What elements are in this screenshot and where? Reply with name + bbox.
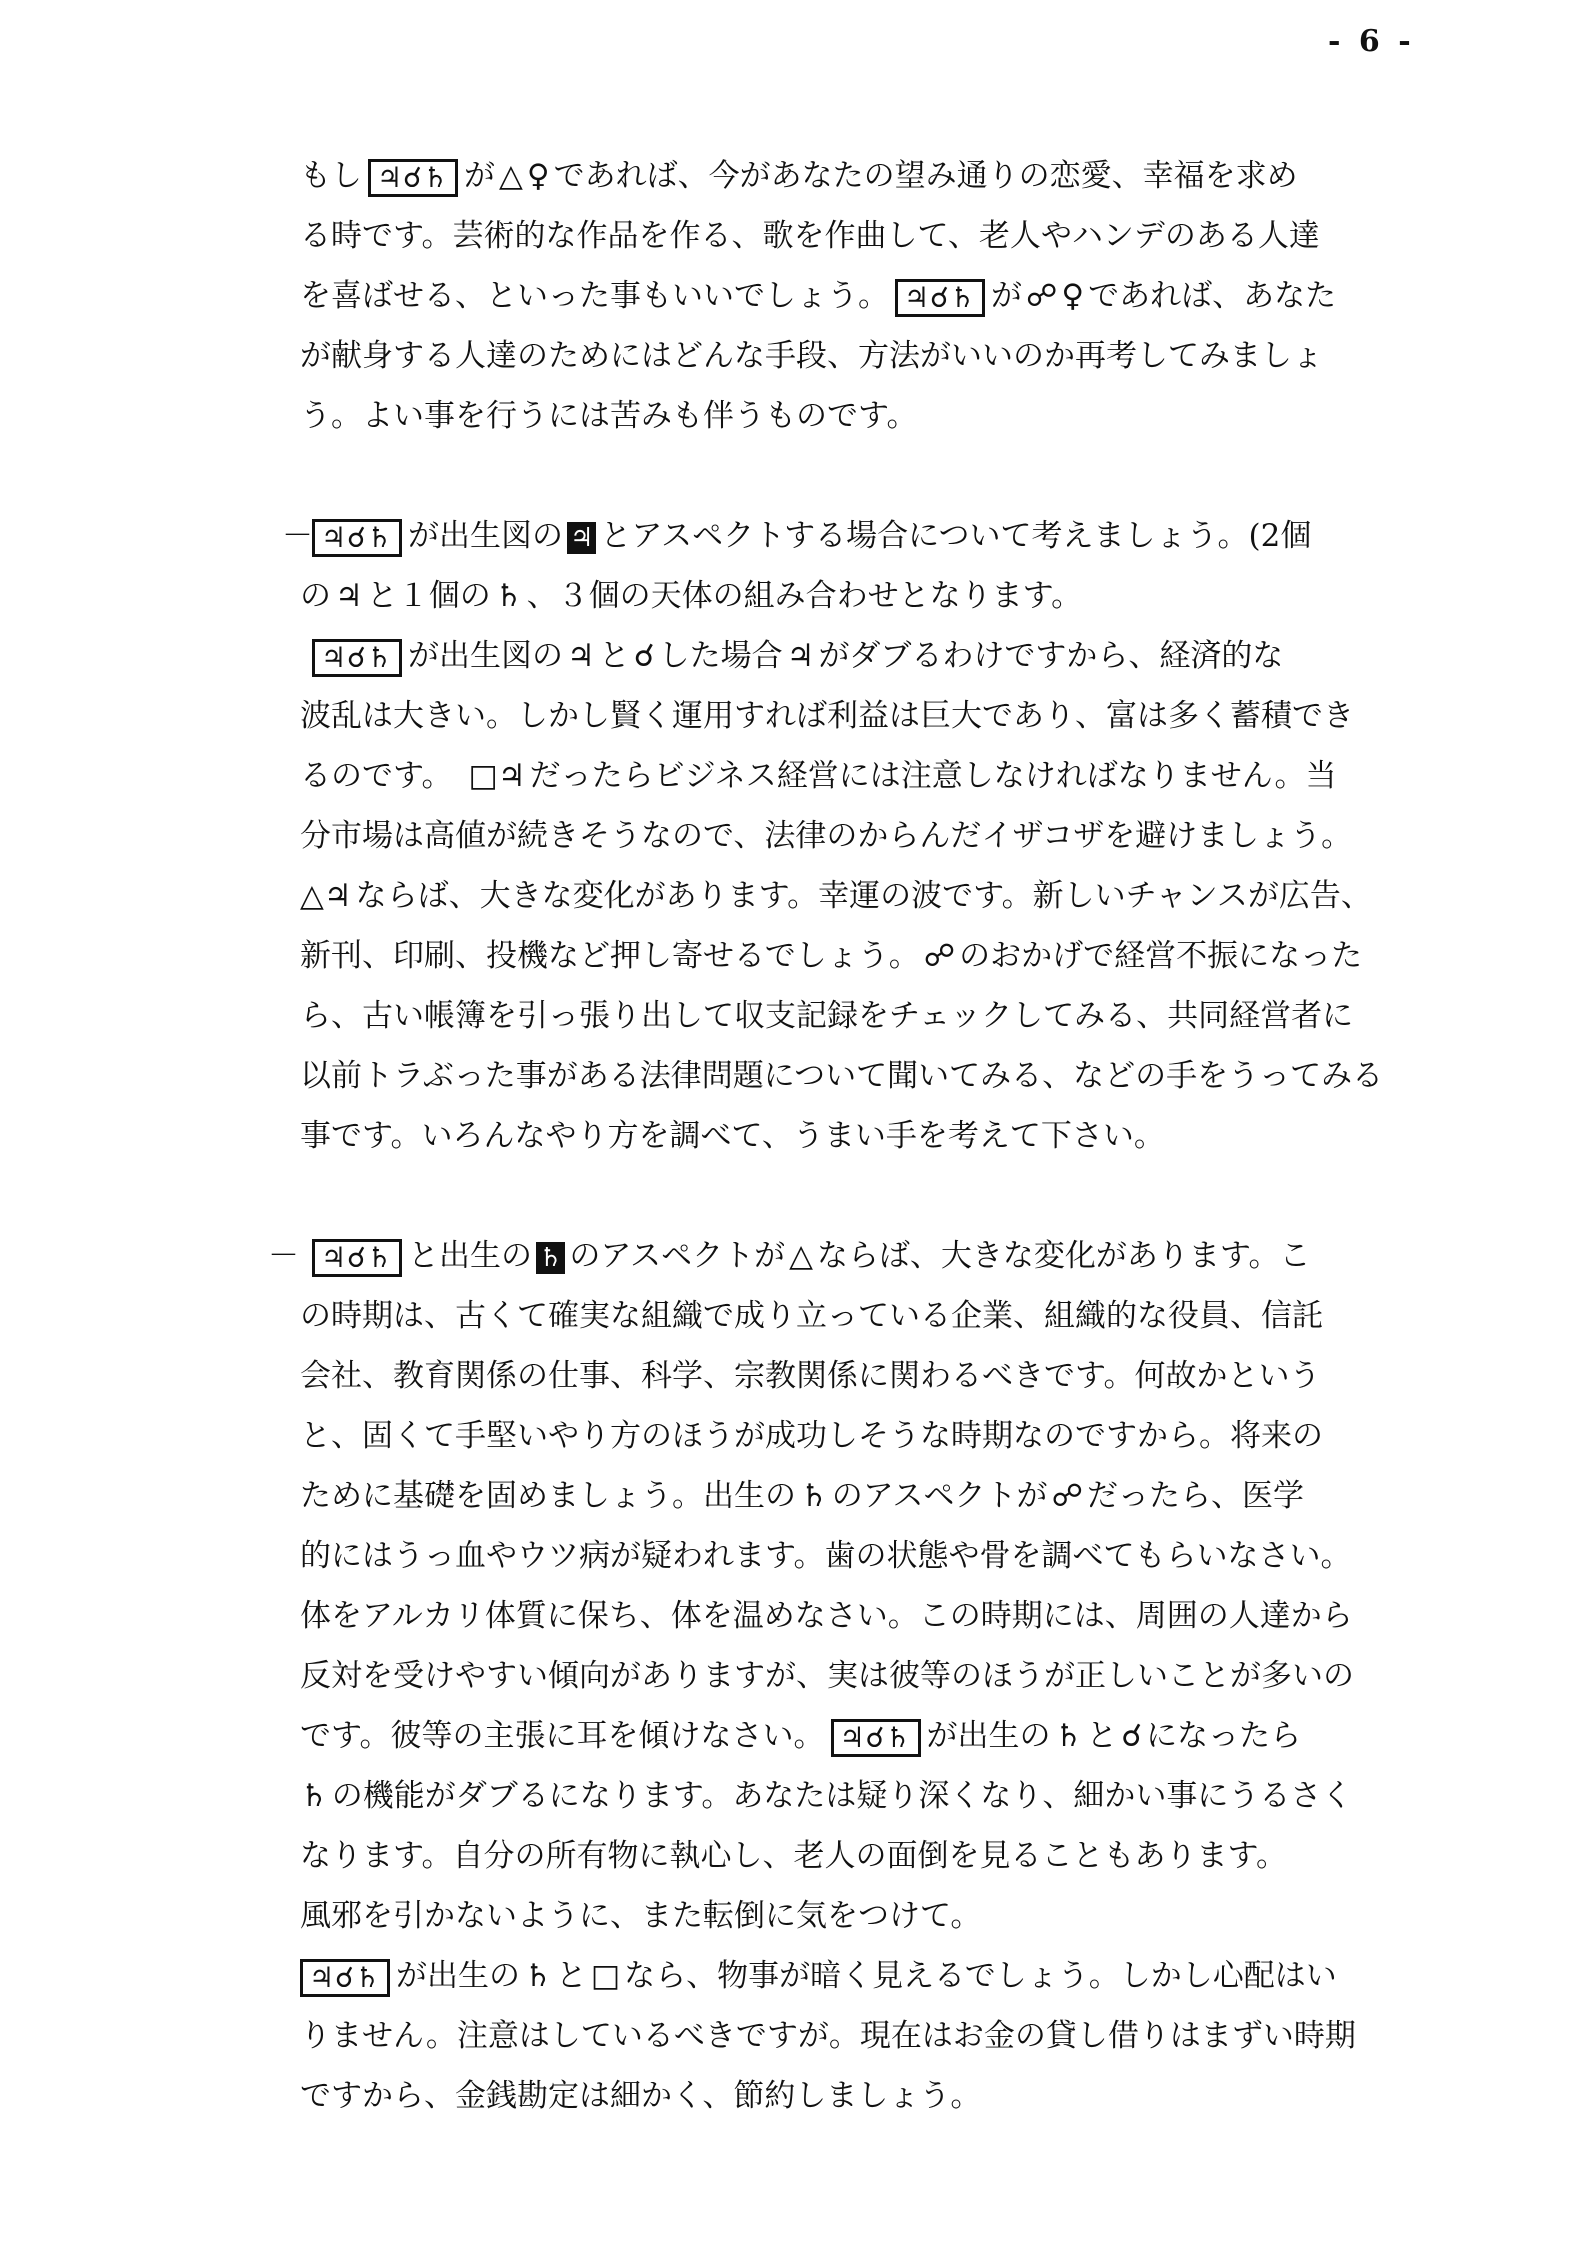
page-number: - 6 - (1328, 24, 1415, 59)
venus-icon: ♀ (1061, 278, 1085, 314)
text: が出生の (396, 1958, 521, 1994)
text: とアスペクトする場合について考えましょう。(2個 (600, 518, 1312, 554)
text: と出生の (408, 1238, 533, 1274)
text: 新刊、印刷、投機など押し寄せるでしょう。 (300, 938, 920, 974)
paragraph-2-line-2 (300, 576, 1082, 616)
paragraph-1-line-1 (300, 156, 1298, 196)
paragraph-3-line-10 (300, 1776, 1352, 1816)
text: るのです。 (300, 758, 453, 794)
paragraph-3-line-11: なります。自分の所有物に執心し、老人の面倒を見ることもあります。 (300, 1838, 1288, 1874)
paragraph-2-line-3 (306, 636, 1283, 676)
conjunction-icon: ☌ (1121, 1718, 1143, 1754)
text: のアスペクトが (831, 1478, 1048, 1514)
text: が出生図の (408, 518, 564, 554)
text: ならば、大きな変化があります。幸運の波です。新しいチャンスが広告、 (355, 878, 1372, 914)
dash-marker: － (282, 518, 313, 554)
dash-marker: － (268, 1238, 299, 1274)
jupiter-conjunct-saturn-glyph-box: ♃☌♄ (895, 279, 985, 317)
paragraph-1-line-4: が献身する人達のためにはどんな手段、方法がいいのか再考してみましょ (300, 338, 1323, 374)
paragraph-3-line-15: ですから、金銭勘定は細かく、節約しましょう。 (300, 2078, 982, 2114)
text: だったら、医学 (1086, 1478, 1304, 1514)
text: が (991, 278, 1023, 314)
saturn-icon: ♄ (536, 1242, 565, 1274)
jupiter-conjunct-saturn-glyph-box: ♃☌♄ (368, 159, 458, 197)
paragraph-2-line-9: ら、古い帳簿を引っ張り出して収支記録をチェックしてみる、共同経営者に (300, 998, 1354, 1034)
paragraph-2-line-10: 以前トラぶった事がある法律問題について聞いてみる、などの手をうってみる (300, 1058, 1384, 1094)
paragraph-1-line-5: う。よい事を行うには苦みも伴うものです。 (300, 398, 918, 434)
paragraph-3-line-5 (300, 1476, 1304, 1516)
saturn-icon: ♄ (1054, 1718, 1083, 1754)
paragraph-3-line-7: 体をアルカリ体質に保ち、体を温めなさい。この時期には、周囲の人達から (300, 1598, 1353, 1634)
text: と (1086, 1718, 1118, 1754)
text: であれば、今があなたの望み通りの恋愛、幸福を求め (553, 158, 1298, 194)
paragraph-1-line-2: る時です。芸術的な作品を作る、歌を作曲して、老人やハンデのある人達 (300, 218, 1320, 254)
paragraph-3-line-2: の時期は、古くて確実な組織で成り立っている企業、組織的な役員、信託 (300, 1298, 1323, 1334)
jupiter-conjunct-saturn-glyph-box: ♃☌♄ (312, 1239, 402, 1277)
paragraph-3-line-3: 会社、教育関係の仕事、科学、宗教関係に関わるべきです。何故かという (300, 1358, 1321, 1394)
paragraph-2-line-1 (306, 516, 1311, 556)
jupiter-conjunct-saturn-glyph-box: ♃☌♄ (300, 1959, 390, 1997)
text: を喜ばせる、といった事もいいでしょう。 (300, 278, 889, 314)
venus-icon: ♀ (526, 158, 550, 194)
jupiter-conjunct-saturn-glyph-box: ♃☌♄ (831, 1719, 921, 1757)
trine-icon: △ (300, 878, 324, 914)
jupiter-icon: ♃ (335, 578, 363, 614)
jupiter-conjunct-saturn-glyph-box: ♃☌♄ (312, 519, 402, 557)
trine-icon: △ (789, 1238, 813, 1274)
text: と (598, 638, 630, 674)
paragraph-2-line-5 (300, 756, 1337, 796)
paragraph-3-line-4: と、固くて手堅いやり方のほうが成功しそうな時期なのですから。将来の (300, 1418, 1323, 1454)
paragraph-3-line-6: 的にはうっ血やウツ病が疑われます。歯の状態や骨を調べてもらいなさい。 (300, 1538, 1352, 1574)
paragraph-2-line-11: 事です。いろんなやり方を調べて、うまい手を考えて下さい。 (300, 1118, 1165, 1154)
saturn-icon: ♄ (494, 578, 523, 614)
paragraph-1-line-3 (300, 276, 1336, 316)
text: の (300, 578, 331, 614)
conjunction-icon: ☌ (633, 638, 655, 674)
paragraph-3-line-12: 風邪を引かないように、また転倒に気をつけて。 (300, 1898, 982, 1934)
saturn-icon: ♄ (800, 1478, 828, 1514)
text: の機能がダブるになります。あなたは疑り深くなり、細かい事にうるさく (331, 1778, 1353, 1814)
text: 、３個の天体の組み合わせとなります。 (526, 578, 1083, 614)
text: のおかげで経営不振になった (959, 938, 1363, 974)
saturn-icon: ♄ (524, 1958, 552, 1994)
trine-icon: △ (499, 158, 523, 194)
text: ために基礎を固めましょう。出生の (300, 1478, 796, 1514)
jupiter-icon: ♃ (567, 638, 595, 674)
text: なら、物事が暗く見えるでしょう。しかし心配はい (624, 1958, 1337, 1994)
text: が出生図の (408, 638, 564, 674)
text: した場合 (658, 638, 783, 674)
square-icon: □ (590, 1958, 621, 1994)
paragraph-2-line-8 (300, 936, 1362, 976)
jupiter-conjunct-saturn-glyph-box: ♃☌♄ (312, 639, 402, 677)
jupiter-icon: ♃ (497, 758, 526, 794)
paragraph-3-line-8: 反対を受けやすい傾向がありますが、実は彼等のほうが正しいことが多いの (300, 1658, 1354, 1694)
text: だったらビジネス経営には注意しなければなりません。当 (529, 758, 1337, 794)
text: のアスペクトが (569, 1238, 786, 1274)
text: です。彼等の主張に耳を傾けなさい。 (300, 1718, 825, 1754)
paragraph-2-line-7 (300, 876, 1372, 916)
paragraph-3-line-14: りません。注意はしているべきですが。現在はお金の貸し借りはまずい時期 (300, 2018, 1356, 2054)
text: であれば、あなた (1088, 278, 1337, 314)
paragraph-2-line-4: 波乱は大きい。しかし賢く運用すれば利益は巨大であり、富は多く蓄積でき (300, 698, 1354, 734)
text: と１個の (366, 578, 491, 614)
text: と (555, 1958, 587, 1994)
opposition-icon: ☍ (1051, 1478, 1083, 1514)
paragraph-2-line-6: 分市場は高値が続きそうなので、法律のからんだイザコザを避けましょう。 (300, 818, 1353, 854)
text: がダブるわけですから、経済的な (818, 638, 1284, 674)
text: になったら (1146, 1718, 1302, 1754)
opposition-icon: ☍ (923, 938, 956, 974)
opposition-icon: ☍ (1026, 278, 1058, 314)
paragraph-3-line-13 (300, 1956, 1337, 1996)
text: もし (300, 158, 362, 194)
jupiter-icon: ♃ (567, 522, 596, 554)
text: ならば、大きな変化があります。こ (816, 1238, 1311, 1274)
square-icon: □ (468, 758, 498, 794)
text: が (464, 158, 496, 194)
saturn-icon: ♄ (300, 1778, 328, 1814)
paragraph-3-line-9 (300, 1716, 1301, 1756)
paragraph-3-line-1 (306, 1236, 1310, 1276)
text: が出生の (926, 1718, 1051, 1754)
jupiter-icon: ♃ (323, 878, 352, 914)
jupiter-icon: ♃ (786, 638, 815, 674)
